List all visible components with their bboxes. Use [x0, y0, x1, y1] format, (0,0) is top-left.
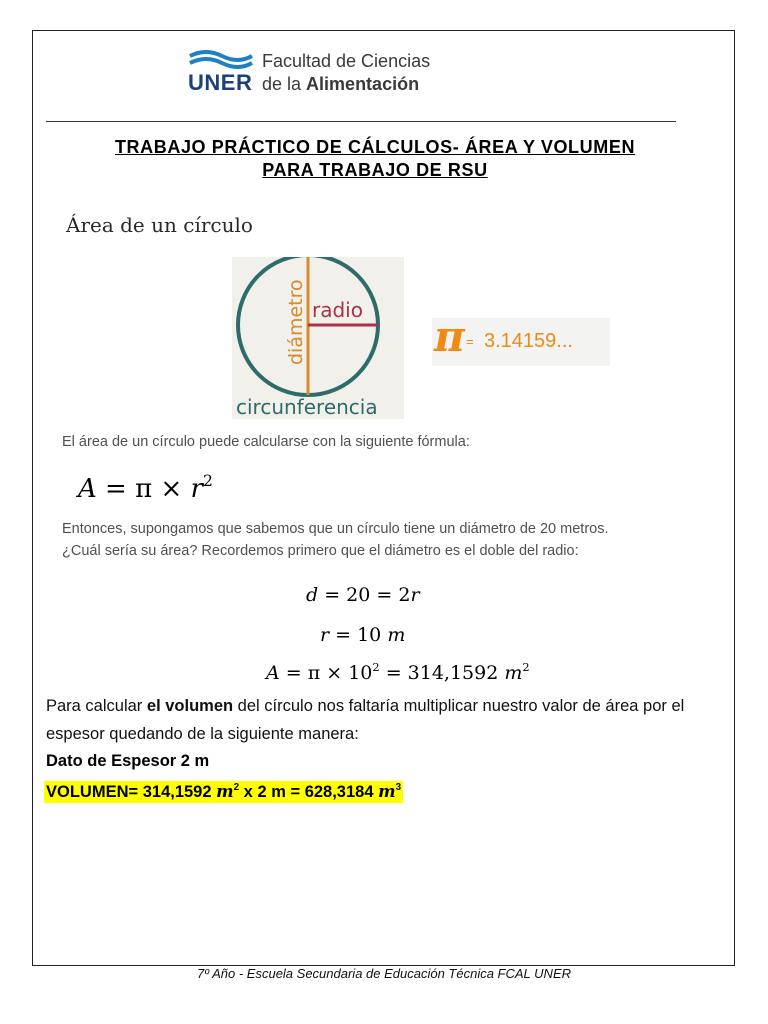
title-line-2: PARA TRABAJO DE RSU — [262, 160, 488, 180]
pi-value: 3.14159... — [484, 330, 573, 352]
thickness-label: Dato de Espesor 2 m — [46, 752, 210, 770]
wave-logo-icon — [188, 48, 254, 70]
area-formula: $A = \pi \times r^2$ — [78, 472, 213, 504]
faculty-logo — [188, 48, 458, 98]
example-text-line-1: Entonces, supongamos que sabemos que un círculo tiene un diámetro de 20 metros. — [62, 521, 609, 537]
logo-faculty-line2: de la Alimentación — [262, 74, 420, 94]
header-divider — [46, 121, 676, 122]
volume-result-highlight: VOLUMEN= 314,1592 $m^2$ x 2 m = 628,3184 $m^3$ — [46, 782, 402, 801]
radius-label: radio — [312, 298, 363, 322]
page-footer: 7º Año - Escuela Secundaria de Educación Técnica FCAL UNER — [197, 966, 571, 981]
example-text-line-2: ¿Cuál sería su área? Recordemos primero que el diámetro es el doble del radio: — [62, 543, 579, 559]
volume-paragraph: Para calcular el volumen del círculo nos faltaría multiplicar nuestro valor de área por el espesor quedando de la siguiente manera: — [46, 697, 685, 743]
circumference-label: circunferencia — [236, 395, 378, 419]
logo-uner-text: UNER — [188, 70, 253, 95]
pi-value-box — [432, 312, 610, 366]
diameter-label: diámetro — [285, 279, 307, 365]
radius-equation: r = 10 m — [320, 624, 406, 646]
diameter-equation: d = 20 = 2r — [306, 584, 420, 606]
circle-diagram — [232, 257, 404, 419]
area-result-equation: $A = \pi \times 10^2 = 314,1592$ $m^2$ — [266, 660, 530, 684]
section-heading: Área de un círculo — [66, 213, 253, 237]
title-line-1: TRABAJO PRÁCTICO DE CÁLCULOS- ÁREA Y VOLUMEN — [114, 137, 636, 157]
intro-text: El área de un círculo puede calcularse con la siguiente fórmula: — [62, 434, 470, 450]
document-title — [60, 136, 690, 182]
logo-faculty-line1: Facultad de Ciencias — [262, 51, 431, 71]
pi-icon: π — [434, 312, 465, 361]
pi-equals: = — [466, 334, 474, 349]
